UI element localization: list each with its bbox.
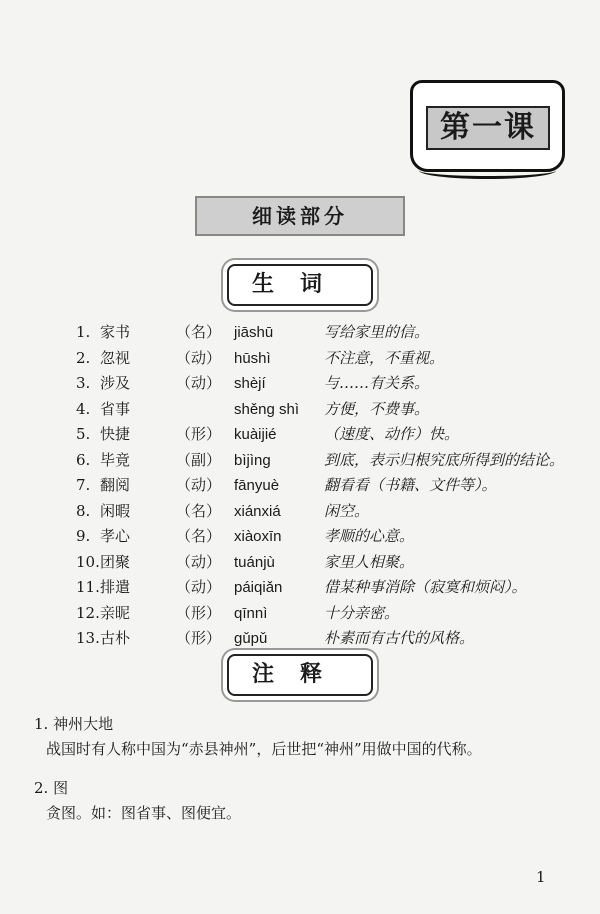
vocab-pinyin: jiāshū — [234, 324, 274, 341]
vocab-pinyin: xiàoxīn — [234, 528, 282, 545]
vocab-row — [76, 371, 576, 397]
vocab-word: 古朴 — [100, 629, 131, 647]
vocab-pinyin: qīnnì — [234, 604, 268, 622]
vocab-definition: 方便，不费事。 — [324, 399, 430, 418]
notes-list — [34, 712, 574, 840]
vocab-word: 快捷 — [100, 425, 131, 443]
vocab-word: 翻阅 — [100, 476, 131, 494]
vocab-pinyin: shěng shì — [234, 400, 300, 418]
vocab-pinyin: bìjìng — [234, 451, 271, 469]
vocab-number: 13. — [76, 629, 100, 647]
vocab-definition: 与……有关系。 — [324, 374, 430, 392]
vocab-row — [76, 346, 576, 372]
vocab-pinyin: hūshì — [234, 349, 271, 367]
vocab-row — [76, 550, 576, 576]
vocab-word: 毕竟 — [100, 450, 131, 469]
vocab-pos: （名） — [176, 527, 222, 545]
vocab-pinyin: gǔpǔ — [234, 630, 268, 647]
vocab-number: 5. — [76, 425, 91, 443]
notes-heading: 注释 — [227, 654, 373, 696]
vocab-word: 亲昵 — [100, 603, 131, 622]
vocab-word: 省事 — [100, 399, 131, 418]
vocab-definition: 翻看看（书籍、文件等）。 — [324, 476, 497, 494]
vocab-word: 孝心 — [100, 527, 131, 545]
vocab-definition: 家里人相聚。 — [324, 552, 415, 571]
vocab-number: 7. — [76, 476, 91, 494]
lesson-title: 第一课 — [426, 106, 550, 150]
vocab-pos: （形） — [176, 425, 222, 443]
vocab-definition: 借某种事消除（寂寞和烦闷）。 — [324, 578, 527, 596]
vocab-pos: （形） — [176, 629, 222, 647]
vocab-definition: 十分亲密。 — [324, 603, 400, 622]
lesson-badge — [410, 80, 565, 172]
vocab-number: 3. — [76, 374, 91, 392]
vocab-word: 排遣 — [100, 578, 131, 596]
page-number: 1 — [536, 868, 546, 886]
vocab-pos: （名） — [176, 501, 222, 520]
vocab-number: 9. — [76, 527, 91, 545]
vocab-pos: （名） — [176, 323, 222, 341]
vocabulary-list — [76, 320, 576, 652]
vocab-word: 团聚 — [100, 552, 131, 571]
vocab-word: 涉及 — [100, 374, 131, 392]
note-body: 战国时有人称中国为“赤县神州”，后世把“神州”用做中国的代称。 — [46, 740, 482, 758]
vocab-number: 6. — [76, 450, 91, 469]
vocab-pinyin: páiqiǎn — [234, 579, 283, 596]
vocab-row — [76, 448, 576, 474]
vocab-pinyin: kuàijié — [234, 426, 277, 443]
vocab-row — [76, 422, 576, 448]
vocab-number: 1. — [76, 323, 91, 341]
vocab-pos: （动） — [176, 578, 222, 596]
vocab-row — [76, 397, 576, 423]
vocab-row — [76, 626, 576, 652]
note-item — [34, 776, 574, 826]
vocab-pos: （副） — [176, 450, 222, 469]
vocab-definition: 孝顺的心意。 — [324, 527, 415, 545]
vocab-pinyin: fānyuè — [234, 477, 280, 494]
vocab-definition: 闲空。 — [324, 501, 370, 520]
vocab-row — [76, 473, 576, 499]
vocab-word: 忽视 — [100, 348, 131, 367]
vocab-row — [76, 320, 576, 346]
vocab-definition: 写给家里的信。 — [324, 323, 430, 341]
vocab-pinyin: shèjí — [234, 375, 266, 392]
vocab-heading: 生词 — [227, 264, 373, 306]
vocab-pos: （形） — [176, 603, 222, 622]
vocab-pinyin: tuánjù — [234, 553, 275, 571]
vocab-pos: （动） — [176, 476, 222, 494]
vocab-pos: （动） — [176, 374, 222, 392]
vocab-number: 4. — [76, 399, 91, 418]
vocab-pos: （动） — [176, 552, 222, 571]
vocab-definition: 不注意，不重视。 — [324, 348, 445, 367]
vocab-definition: 到底，表示归根究底所得到的结论。 — [324, 450, 565, 469]
note-item — [34, 712, 574, 762]
note-title: 2. 图 — [34, 779, 69, 797]
vocab-definition: （速度、动作）快。 — [324, 425, 460, 443]
note-title: 1. 神州大地 — [34, 715, 114, 733]
section-label: 细读部分 — [195, 196, 405, 236]
vocab-number: 8. — [76, 501, 91, 520]
vocab-row — [76, 601, 576, 627]
vocab-pinyin: xiánxiá — [234, 502, 281, 520]
vocab-word: 家书 — [100, 323, 131, 341]
vocab-number: 10. — [76, 552, 100, 571]
vocab-definition: 朴素而有古代的风格。 — [324, 629, 475, 647]
vocab-word: 闲暇 — [100, 501, 131, 520]
vocab-number: 11. — [76, 578, 100, 596]
vocab-number: 12. — [76, 603, 100, 622]
vocab-row — [76, 499, 576, 525]
vocab-row — [76, 575, 576, 601]
note-body: 贪图。如：图省事、图便宜。 — [46, 804, 242, 822]
vocab-row — [76, 524, 576, 550]
vocab-pos: （动） — [176, 348, 222, 367]
vocab-number: 2. — [76, 348, 91, 367]
